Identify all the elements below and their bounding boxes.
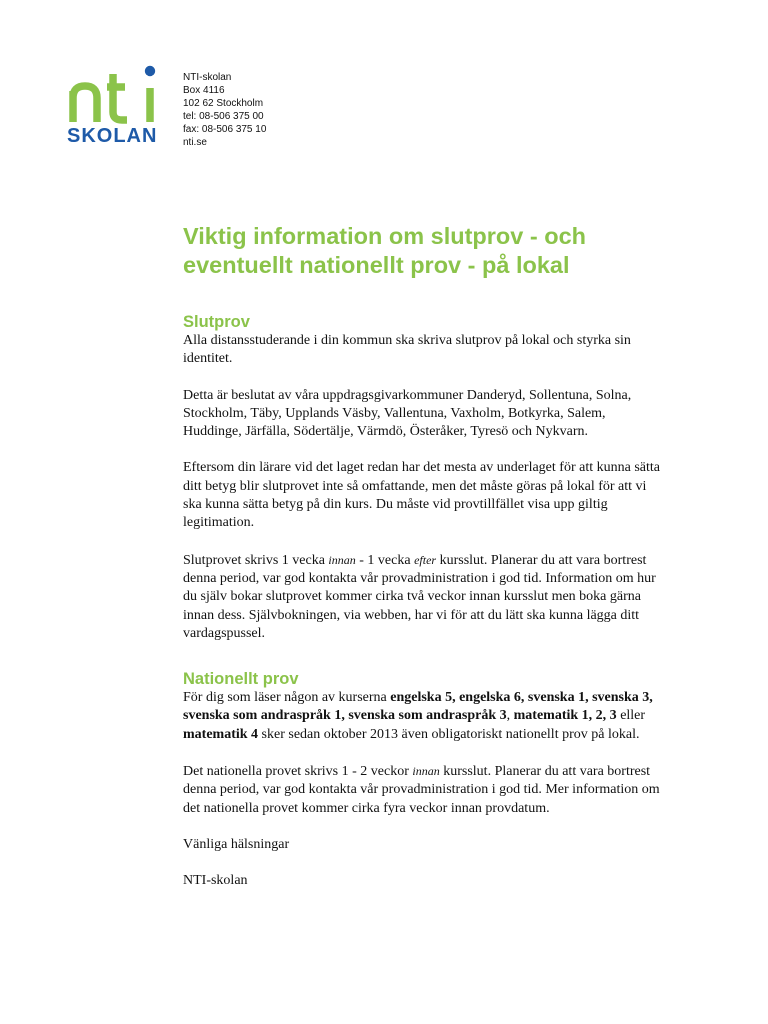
text-run: Slutprovet skrivs 1 vecka [183, 552, 329, 568]
title-line-1: Viktig information om slutprov - och [183, 223, 586, 249]
course-list-math: matematik 1, 2, 3 [513, 708, 617, 724]
section-heading-slutprov: Slutprov [183, 313, 250, 331]
emphasis-innan: innan [412, 764, 440, 779]
text-run: eller [616, 708, 646, 724]
nti-skolan-logo [66, 58, 166, 148]
text-run: sker sedan oktober 2013 även obligatoriskt nationellt prov på lokal. [258, 726, 640, 742]
text-run: kursslut. Planerar du att vara bortrest denna period, var god kontakta vår provadministration i god tid. Mer information om det nationella provet kommer cirka fyra veckor innan provdatum. [183, 764, 660, 816]
contact-city: 102 62 Stockholm [183, 98, 264, 109]
text-run: Det nationella provet skrivs 1 - 2 veckor [183, 764, 413, 780]
slutprov-paragraph-1: Alla distansstuderande i din kommun ska skriva slutprov på lokal och styrka sin identitet. [183, 333, 631, 367]
course-math-4: matematik 4 [183, 726, 259, 742]
letter-body [183, 222, 663, 891]
contact-fax: fax: 08-506 375 10 [183, 124, 267, 135]
slutprov-paragraph-2: Detta är beslutat av våra uppdragsgivarkommuner Danderyd, Sollentuna, Solna, Stockholm, Täby, Upplands Väsby, Vallentuna, Vaxholm, Botkyrka, Salem, Huddinge, Järfälla, Södertälje, Värmdö, Österåker, Tyresö och Nykvarn. [183, 387, 632, 440]
contact-tel: tel: 08-506 375 00 [183, 111, 264, 122]
nationellt-paragraph-2 [183, 762, 663, 818]
slutprov-paragraph-3: Eftersom din lärare vid det laget redan har det mesta av underlaget för att kunna sätta ditt betyg blir slutprovet inte så omfattande, men det måste göras på lokal för att vi ska kunna sätta betyg på din kurs. Du måste vid provtillfället visa upp giltig legitimation. [183, 460, 660, 531]
section-heading-nationellt-prov: Nationellt prov [183, 670, 299, 689]
text-run: , [506, 708, 514, 724]
contact-web: nti.se [183, 137, 207, 148]
text-run: För dig som läser någon av kurserna [183, 690, 391, 706]
closing-greeting: Vänliga hälsningar [183, 836, 290, 852]
contact-block [183, 71, 266, 149]
contact-box: Box 4116 [183, 85, 225, 96]
contact-name: NTI-skolan [183, 72, 232, 83]
nationellt-paragraph-1 [183, 689, 663, 744]
text-run: - 1 vecka [355, 552, 415, 568]
course-list: engelska 5, engelska 6, svenska 1, svenska 3, svenska som andraspråk 1, svenska som andraspråk 3 [183, 690, 653, 724]
page-title [183, 222, 663, 280]
slutprov-paragraph-4 [183, 551, 663, 643]
emphasis-efter: efter [414, 552, 437, 567]
title-line-2: eventuellt nationellt prov - på lokal [183, 252, 570, 278]
emphasis-innan: innan [328, 552, 356, 567]
text-run: kursslut. Planerar du att vara bortrest denna period, var god kontakta vår provadministration i god tid. Information om hur du själv bokar slutprovet kommer cirka två veckor innan kursslut men boka gärna innan dess. Självbokningen, via webben, har vi för att du lätt ska kunna lägga ditt vardagspussel. [183, 552, 656, 641]
logo-wordmark: SKOLAN [67, 125, 158, 147]
signature: NTI-skolan [183, 873, 248, 889]
